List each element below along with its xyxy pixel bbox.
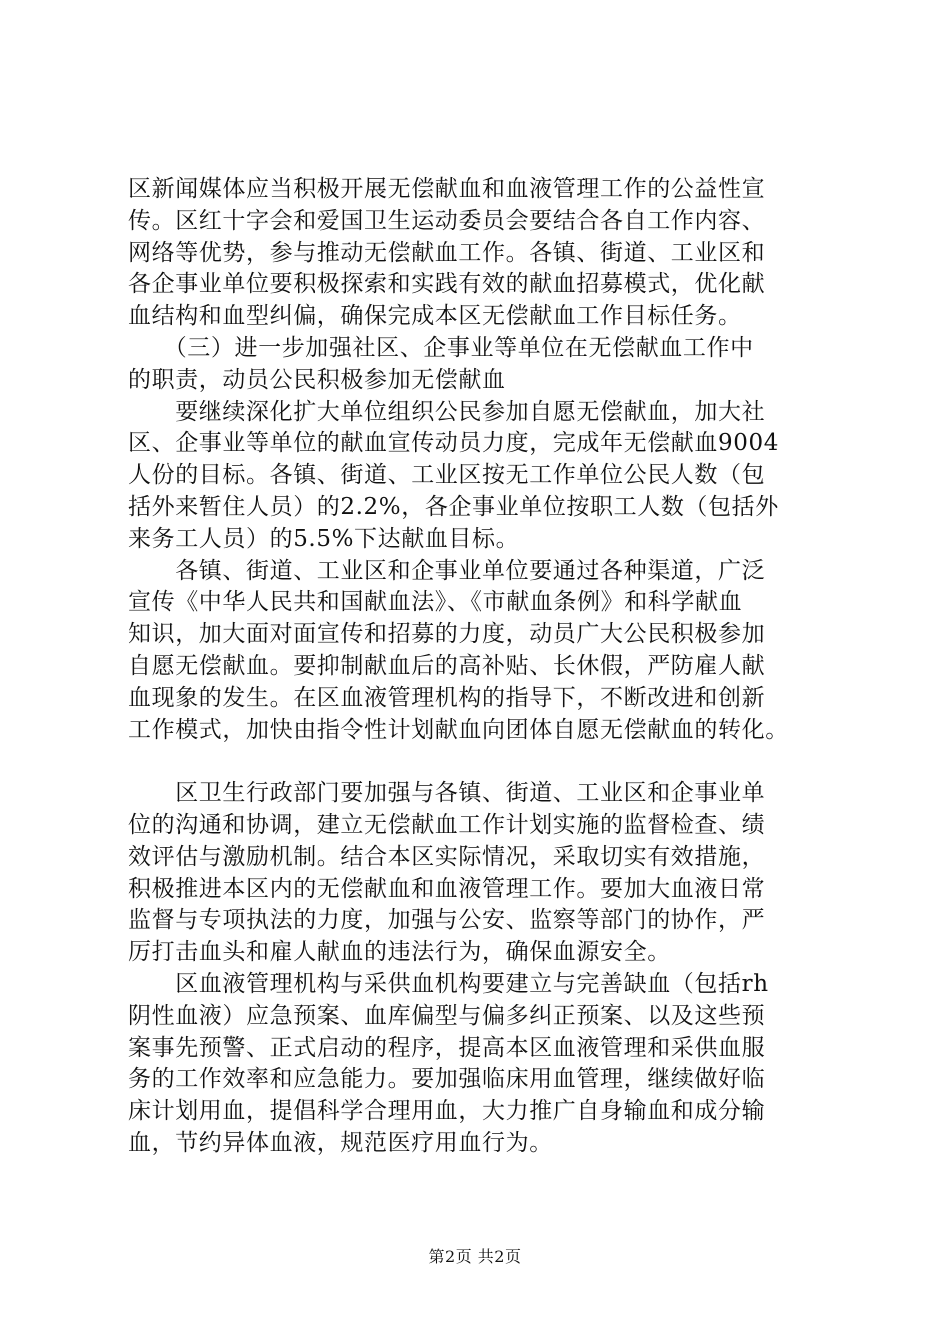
text-line: 人份的目标。各镇、街道、工业区按无工作单位公民人数（包 [128, 462, 766, 489]
document-body [128, 174, 828, 1160]
text-line: 区、企事业等单位的献血宣传动员力度，完成年无偿献血9004 [128, 430, 779, 457]
text-line: 宣传《中华人民共和国献血法》、《市献血条例》和科学献血 [128, 589, 743, 616]
blank-line [128, 746, 828, 778]
text-line: 积极推进本区内的无偿献血和血液管理工作。要加大血液日常 [128, 875, 766, 902]
text-line: 血结构和血型纠偏，确保完成本区无偿献血工作目标任务。 [128, 303, 742, 330]
text-line: 监督与专项执法的力度，加强与公安、监察等部门的协作，严 [128, 907, 766, 934]
page-number-footer: 第2页 共2页 [428, 1247, 522, 1266]
text-line: 区新闻媒体应当积极开展无偿献血和血液管理工作的公益性宣 [128, 176, 766, 202]
text-line: 要继续深化扩大单位组织公民参加自愿无偿献血，加大社 [128, 398, 766, 425]
text-line: 各企事业单位要积极探索和实践有效的献血招募模式，优化献 [128, 271, 766, 298]
text-line: 知识，加大面对面宣传和招募的力度，动员广大公民积极参加 [128, 621, 766, 648]
text-line: 厉打击血头和雇人献血的违法行为，确保血源安全。 [128, 939, 671, 966]
text-line: 阴性血液）应急预案、血库偏型与偏多纠正预案、以及这些预 [128, 1002, 766, 1029]
text-line: 各镇、街道、工业区和企事业单位要通过各种渠道，广泛 [128, 557, 766, 584]
section-heading-line: 的职责，动员公民积极参加无偿献血 [128, 366, 506, 393]
text-line: 区卫生行政部门要加强与各镇、街道、工业区和企事业单 [128, 780, 766, 807]
text-line: 网络等优势，参与推动无偿献血工作。各镇、街道、工业区和 [128, 239, 766, 266]
text-line: 效评估与激励机制。结合本区实际情况，采取切实有效措施， [128, 843, 766, 870]
text-line: 区血液管理机构与采供血机构要建立与完善缺血（包括rh [128, 970, 769, 997]
text-line: 工作模式，加快由指令性计划献血向团体自愿无偿献血的转化。 [128, 716, 789, 743]
text-line: 血现象的发生。在区血液管理机构的指导下，不断改进和创新 [128, 684, 766, 711]
text-line: 务的工作效率和应急能力。要加强临床用血管理，继续做好临 [128, 1066, 766, 1093]
text-line: 自愿无偿献血。要抑制献血后的高补贴、长休假，严防雇人献 [128, 652, 766, 679]
text-line: 案事先预警、正式启动的程序，提高本区血液管理和采供血服 [128, 1034, 766, 1061]
text-line: 血，节约异体血液，规范医疗用血行为。 [128, 1129, 553, 1156]
text-line: 位的沟通和协调，建立无偿献血工作计划实施的监督检查、绩 [128, 811, 766, 838]
text-line: 来务工人员）的5.5%下达献血目标。 [128, 525, 520, 552]
text-line: 括外来暂住人员）的2.2%，各企事业单位按职工人数（包括外 [128, 493, 779, 520]
text-line: 床计划用血，提倡科学合理用血，大力推广自身输血和成分输 [128, 1098, 766, 1125]
text-line: 传。区红十字会和爱国卫生运动委员会要结合各自工作内容、 [128, 207, 766, 234]
section-heading-line: （三）进一步加强社区、企事业等单位在无偿献血工作中 [128, 334, 754, 361]
